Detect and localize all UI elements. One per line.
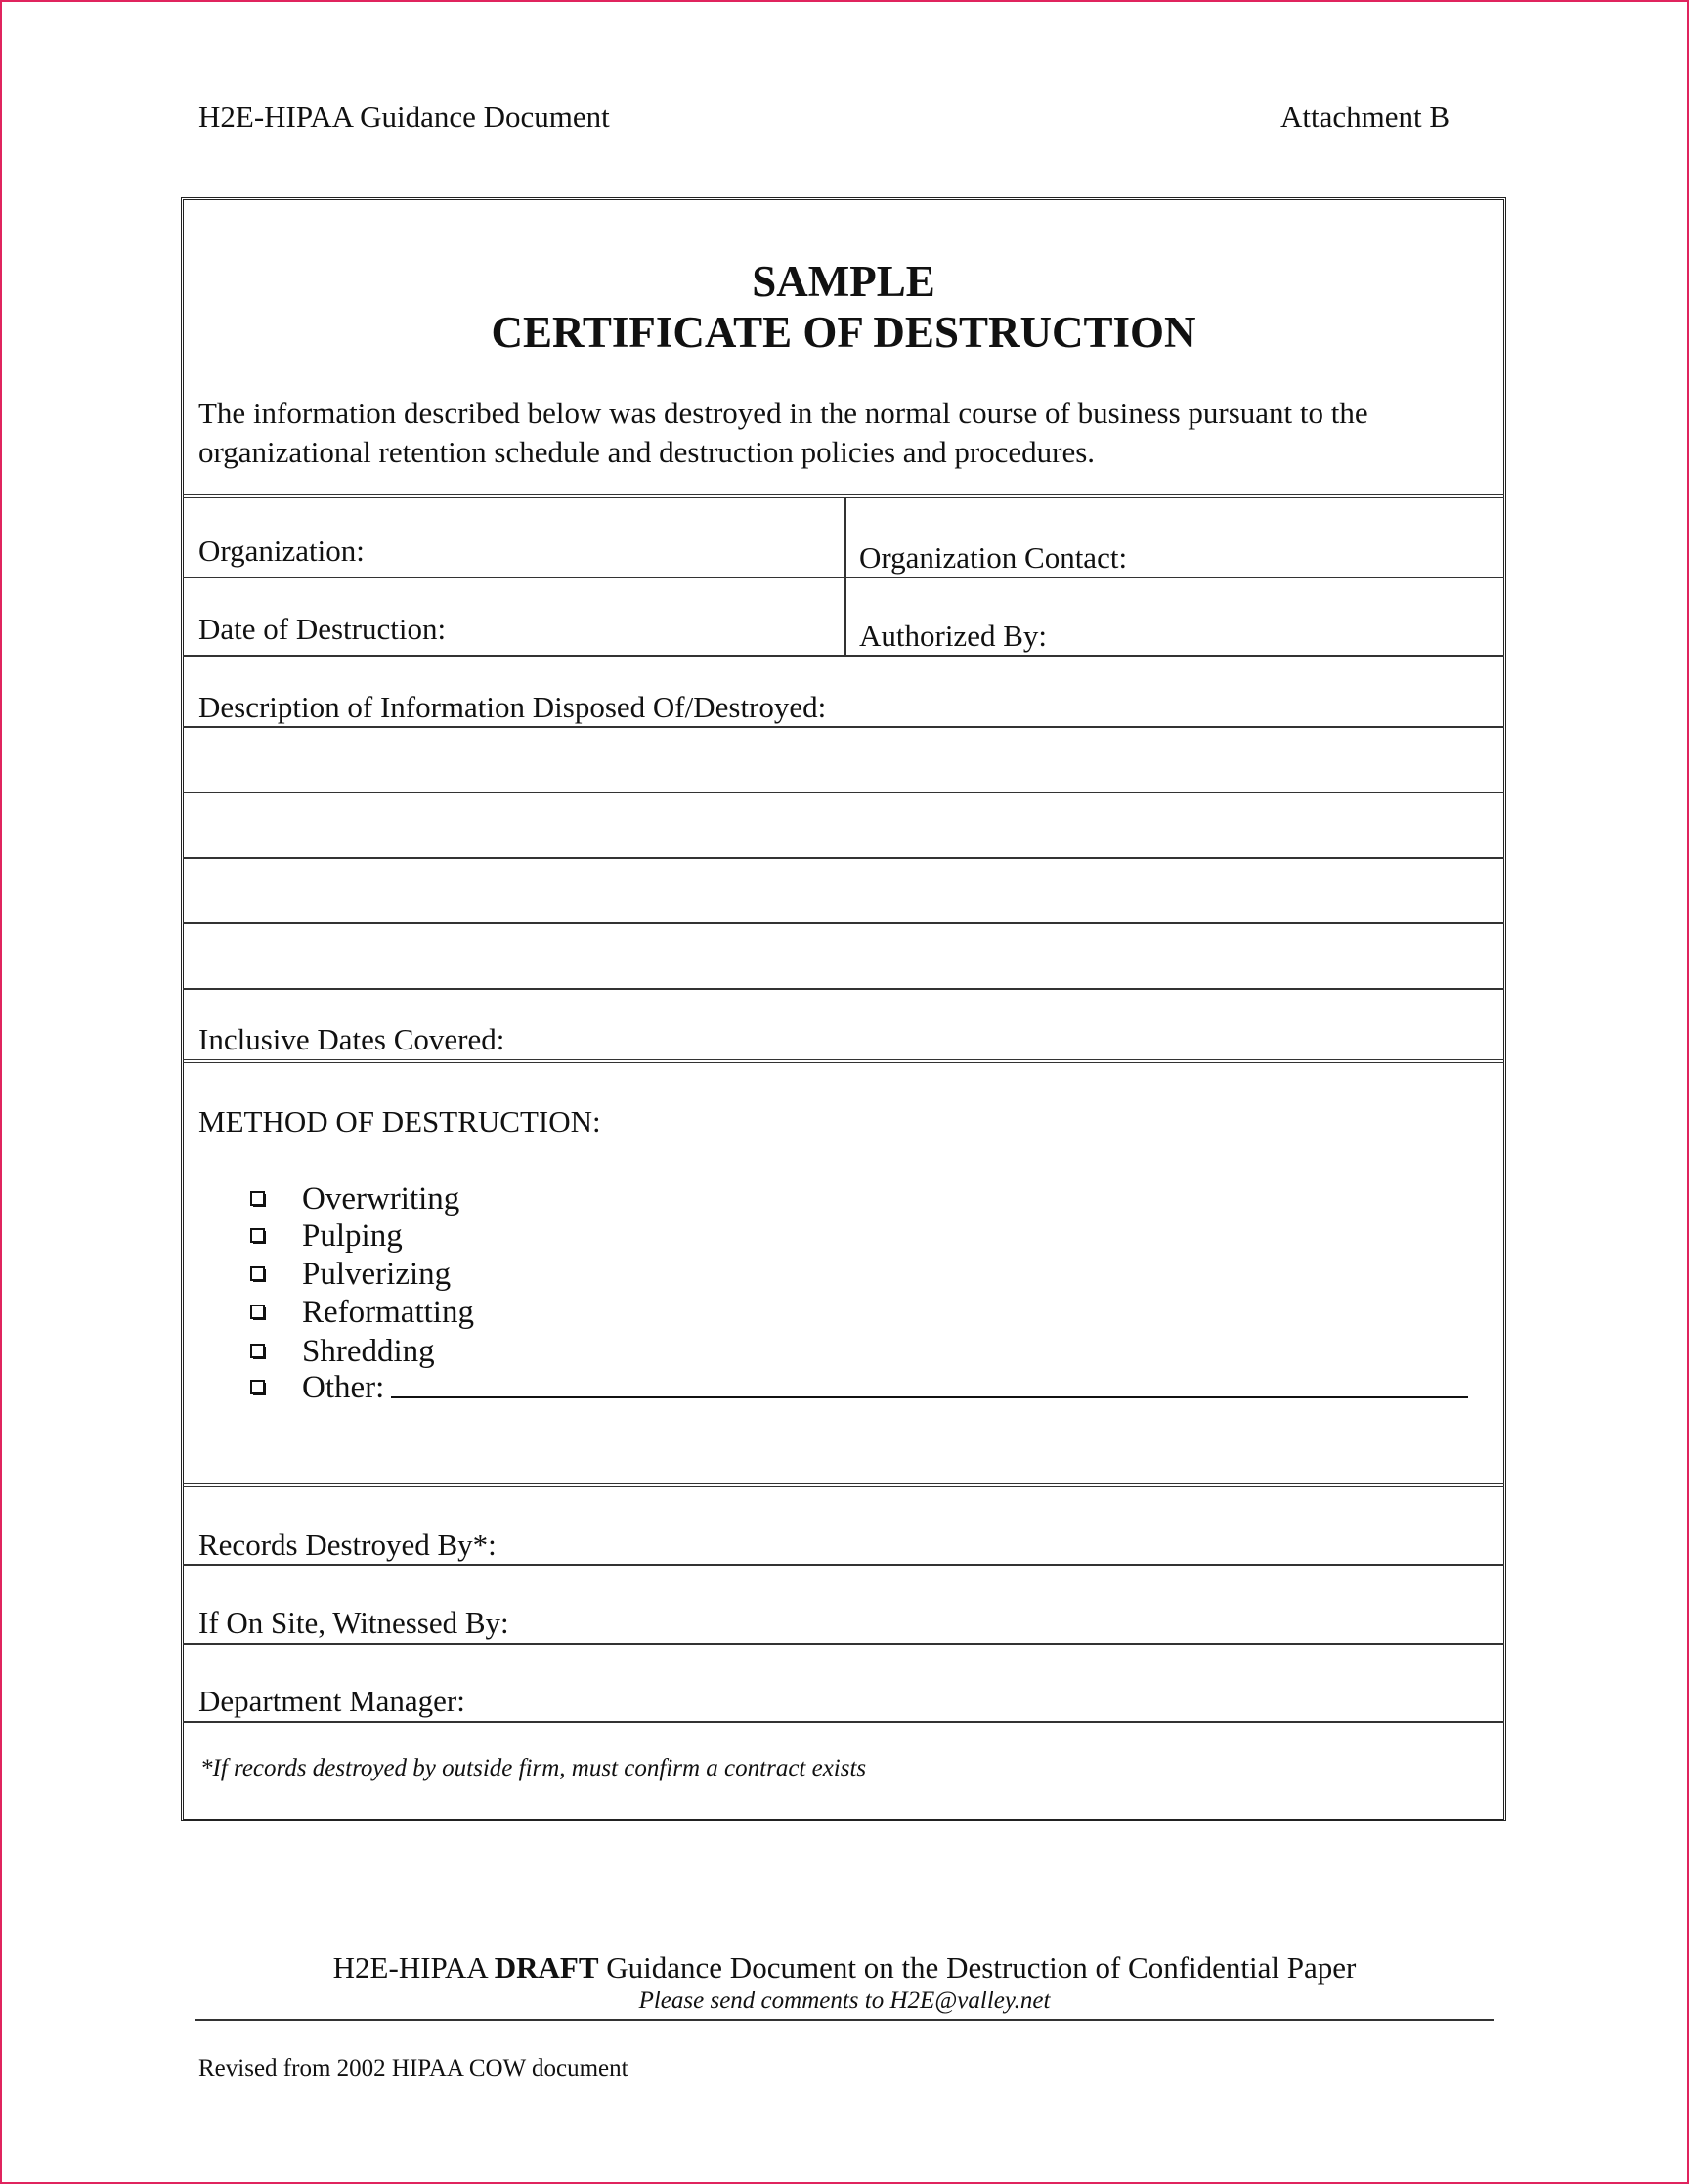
checkbox-icon[interactable] <box>250 1344 265 1358</box>
option-pulping[interactable]: Pulping <box>250 1217 403 1256</box>
attachment-label: Attachment B <box>1280 100 1451 134</box>
witnessed-by-label: If On Site, Witnessed By: <box>198 1606 509 1640</box>
option-other[interactable]: Other: <box>250 1368 384 1407</box>
organization-field-line[interactable] <box>183 577 1504 578</box>
title-sample: SAMPLE <box>752 257 935 306</box>
footer-rule <box>195 2019 1494 2021</box>
checkbox-icon[interactable] <box>250 1191 265 1206</box>
option-overwriting[interactable]: Overwriting <box>250 1179 459 1219</box>
organization-label: Organization: <box>198 534 365 568</box>
description-label: Description of Information Disposed Of/Destroyed: <box>198 690 827 724</box>
records-destroyed-by-line[interactable] <box>183 1564 1504 1566</box>
checkbox-icon[interactable] <box>250 1266 265 1281</box>
records-destroyed-by-label: Records Destroyed By*: <box>198 1527 497 1562</box>
checkbox-icon[interactable] <box>250 1380 265 1394</box>
inclusive-dates-label: Inclusive Dates Covered: <box>198 1022 505 1056</box>
witnessed-by-line[interactable] <box>183 1643 1504 1645</box>
outside-firm-note: *If records destroyed by outside firm, must confirm a contract exists <box>200 1755 867 1781</box>
organization-contact-label: Organization Contact: <box>859 540 1128 575</box>
department-manager-line[interactable] <box>183 1721 1504 1723</box>
method-heading: METHOD OF DESTRUCTION: <box>198 1104 601 1138</box>
option-shredding[interactable]: Shredding <box>250 1332 435 1371</box>
intro-line-1: The information described below was destroyed in the normal course of business pursuant to the <box>198 396 1368 430</box>
document-header-title: H2E-HIPAA Guidance Document <box>198 100 610 134</box>
title-certificate: CERTIFICATE OF DESTRUCTION <box>491 308 1196 357</box>
description-line[interactable] <box>183 988 1504 990</box>
intro-line-2: organizational retention schedule and destruction policies and procedures. <box>198 435 1096 469</box>
section-divider <box>183 1483 1504 1487</box>
date-field-line[interactable] <box>183 655 1504 657</box>
section-divider <box>183 494 1504 498</box>
department-manager-label: Department Manager: <box>198 1684 465 1718</box>
footer-title: H2E-HIPAA DRAFT Guidance Document on the Destruction of Confidential Paper <box>332 1950 1357 1985</box>
option-pulverizing[interactable]: Pulverizing <box>250 1255 451 1294</box>
section-divider <box>183 1059 1504 1063</box>
date-of-destruction-label: Date of Destruction: <box>198 612 447 646</box>
option-reformatting[interactable]: Reformatting <box>250 1293 474 1332</box>
checkbox-icon[interactable] <box>250 1305 265 1319</box>
checkbox-icon[interactable] <box>250 1228 265 1243</box>
footer-comments: Please send comments to H2E@valley.net <box>638 1988 1051 2014</box>
other-method-field[interactable] <box>391 1396 1468 1398</box>
description-line[interactable] <box>183 857 1504 859</box>
description-line[interactable] <box>183 792 1504 793</box>
description-line[interactable] <box>183 726 1504 728</box>
description-line[interactable] <box>183 922 1504 924</box>
authorized-by-label: Authorized By: <box>859 619 1047 653</box>
revised-note: Revised from 2002 HIPAA COW document <box>198 2055 628 2081</box>
